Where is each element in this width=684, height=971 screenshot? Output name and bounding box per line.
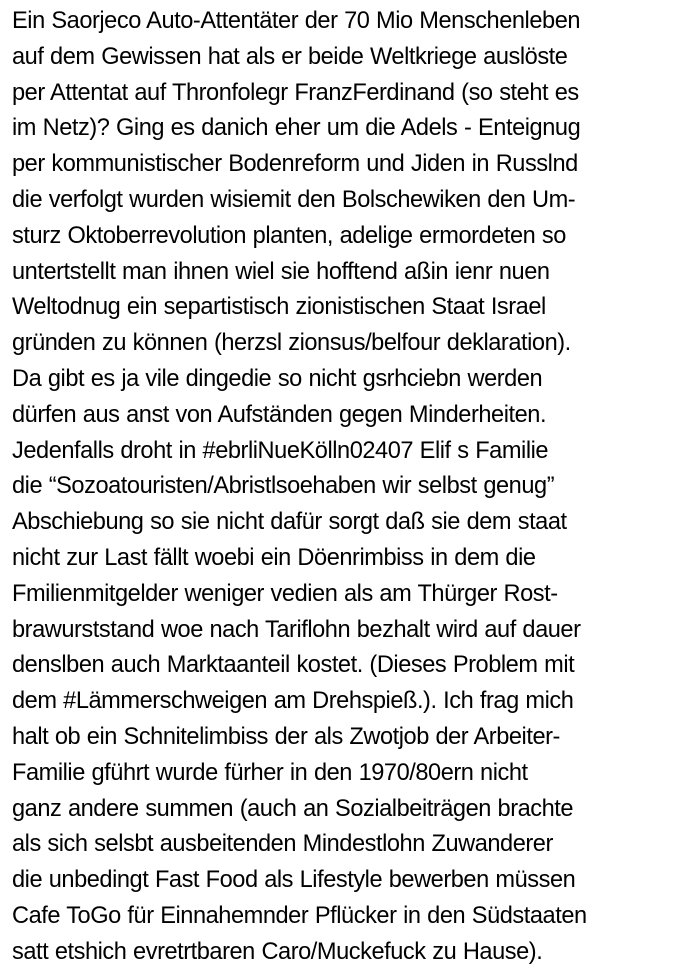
text-line: Fmilienmitgelder weniger vedien als am Thürger Rost- xyxy=(12,580,558,607)
text-line: Da gibt es ja vile dingedie so nicht gsrhciebn werden xyxy=(12,365,543,392)
text-line: Ein Saorjeco Auto-Attentäter der 70 Mio Menschenleben xyxy=(12,8,581,34)
text-line: Jedenfalls droht in #ebrliNueKölln02407 Elif s Familie xyxy=(12,437,549,464)
text-line: sturz Oktoberrevolution planten, adelige ermordeten so xyxy=(12,222,566,249)
text-line: dem #Lämmerschweigen am Drehspieß.). Ich frag mich xyxy=(12,688,574,715)
text-line: auf dem Gewissen hat als er beide Weltkriege auslöste xyxy=(12,43,568,70)
text-line: halt ob ein Schnitelimbiss der als Zwotjob der Arbeiter- xyxy=(12,723,560,750)
text-line: nicht zur Last fällt woebi ein Döenrimbiss in dem die xyxy=(12,544,536,571)
text-line: Familie gführt wurde fürher in den 1970/80ern nicht xyxy=(12,759,528,786)
text-line: per kommunistischer Bodenreform und Jiden in Russlnd xyxy=(12,151,578,178)
text-line: im Netz)? Ging es danich eher um die Adels - Enteignug xyxy=(12,115,581,142)
text-line: als sich selsbt ausbeitenden Mindestlohn Zuwanderer xyxy=(12,831,553,858)
text-line: Cafe ToGo für Einnahemnder Pflücker in den Südstaaten xyxy=(12,902,587,929)
text-line: denslben auch Marktaanteil kostet. (Dieses Problem mit xyxy=(12,652,575,679)
text-line: die verfolgt wurden wisiemit den Bolschewiken den Um- xyxy=(12,186,576,213)
text-line: die unbedingt Fast Food als Lifestyle bewerben müssen xyxy=(12,867,576,894)
text-line: gründen zu können (herzsl zionsus/belfour deklaration). xyxy=(12,330,571,357)
body-text xyxy=(12,4,684,971)
text-line: Weltodnug ein separtistisch zionistischen Staat Israel xyxy=(12,294,546,321)
text-line: dürfen aus anst von Aufständen gegen Minderheiten. xyxy=(12,401,547,428)
text-line: per Attentat auf Thronfolegr FranzFerdinand (so steht es xyxy=(12,79,579,106)
text-line: ganz andere summen (auch an Sozialbeiträgen brachte xyxy=(12,795,574,822)
text-line: satt etshich evretrtbaren Caro/Muckefuck zu Hause). xyxy=(12,938,543,965)
text-line: untertstellt man ihnen wiel sie hofftend aßin ienr nuen xyxy=(12,258,550,285)
text-line: brawurststand woe nach Tariflohn bezhalt wird auf dauer xyxy=(12,616,581,643)
text-line: die “Sozoatouristen/Abristlsoehaben wir selbst genug” xyxy=(12,473,555,500)
text-line: Abschiebung so sie nicht dafür sorgt daß sie dem staat xyxy=(12,509,567,536)
